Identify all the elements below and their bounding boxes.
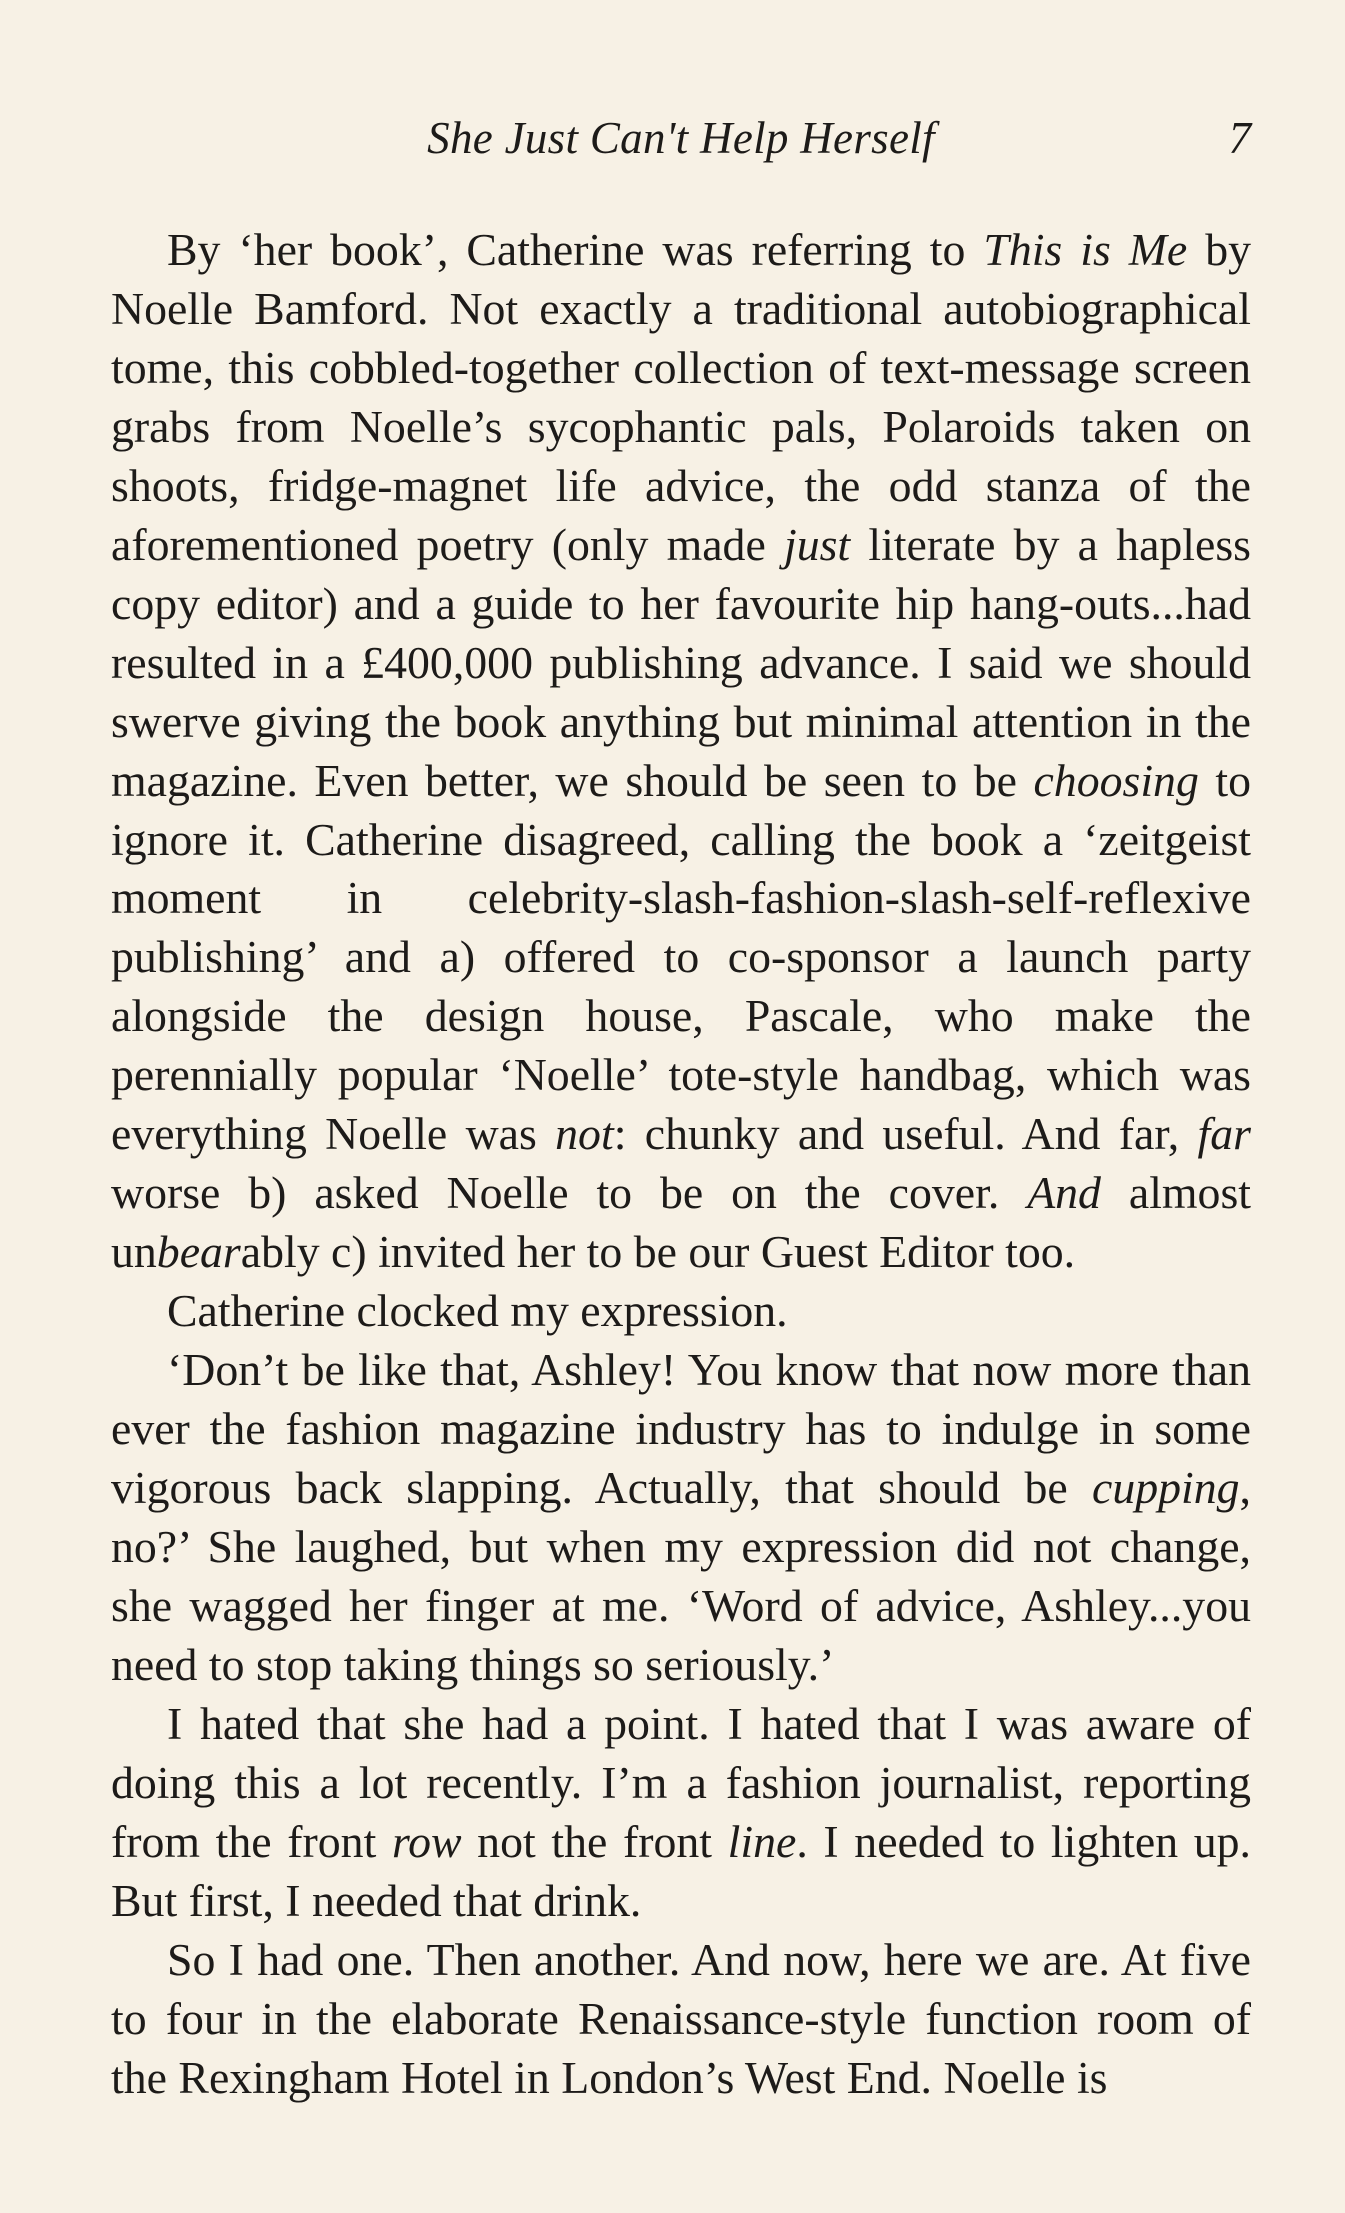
text-run: worse b) asked Noelle to be on the cover.	[111, 1167, 1028, 1219]
page-number: 7	[1228, 113, 1251, 163]
text-run: So I had one. Then another. And now, here we are. At five to four in the elaborate Renaissance-style function room of the Rexingham Hotel in London’s West End. Noelle is	[111, 1933, 1251, 2103]
text-run: literate by a hapless copy editor) and a guide to her favourite hip hang-outs...had resulted in a £400,000 publishing advance. I said we should swerve giving the book anything but minimal attention in the magazine. Even better, we should be seen to be	[111, 518, 1251, 806]
running-title: She Just Can't Help Herself	[427, 113, 935, 163]
text-run: by Noelle Bamford. Not exactly a traditional autobiographical tome, this cobbled-together collection of text-message screen grabs from Noelle’s sycophantic pals, Polaroids taken on shoots, fridge-magnet life advice, the odd stanza of the aforementioned poetry (only made	[111, 224, 1252, 570]
italic-text-run: not	[555, 1108, 614, 1160]
text-run: Catherine clocked my expression.	[167, 1285, 788, 1337]
italic-text-run: just	[783, 518, 851, 570]
text-run: . I needed to lighten up. But first, I needed that drink.	[111, 1815, 1251, 1926]
text-run: : chunky and useful. And far,	[613, 1108, 1198, 1160]
italic-text-run: far	[1197, 1108, 1251, 1160]
text-run: , no?’ She laughed, but when my expression did not change, she wagged her finger at me. ‘Word of advice, Ashley...you need to stop taking things so seriously.’	[111, 1462, 1251, 1690]
italic-text-run: line	[727, 1815, 797, 1867]
running-head	[111, 108, 1251, 168]
text-run: almost un	[111, 1167, 1251, 1278]
italic-text-run: This is Me	[983, 224, 1188, 275]
text-run: ‘Don’t be like that, Ashley! You know that now more than ever the fashion magazine industry has to indulge in some vigorous back slapping. Actually, that should be	[111, 1344, 1251, 1514]
paragraph	[111, 1341, 1251, 1695]
paragraph	[111, 1695, 1251, 1931]
italic-text-run: choosing	[1033, 754, 1199, 806]
italic-text-run: cupping	[1092, 1462, 1240, 1514]
italic-text-run: And	[1027, 1167, 1101, 1219]
italic-text-run: bear	[156, 1226, 241, 1278]
paragraph	[111, 1931, 1251, 2108]
paragraph	[111, 1282, 1251, 1341]
body-text	[111, 221, 1251, 2108]
text-run: not the front	[461, 1815, 728, 1867]
text-run: I hated that she had a point. I hated that I was aware of doing this a lot recently. I’m a fashion journalist, reporting from the front	[111, 1697, 1251, 1867]
text-run: ably c) invited her to be our Guest Editor too.	[240, 1226, 1076, 1278]
text-run: to ignore it. Catherine disagreed, calling the book a ‘zeitgeist moment in celebrity-slash-fashion-slash-self-reflexive publishing’ and a) offered to co-sponsor a launch party alongside the design house, Pascale, who make the perennially popular ‘Noelle’ tote-style handbag, which was everything Noelle was	[111, 754, 1251, 1160]
paragraph	[111, 221, 1251, 1282]
italic-text-run: row	[391, 1815, 462, 1867]
text-run: By ‘her book’, Catherine was referring to	[167, 224, 984, 275]
